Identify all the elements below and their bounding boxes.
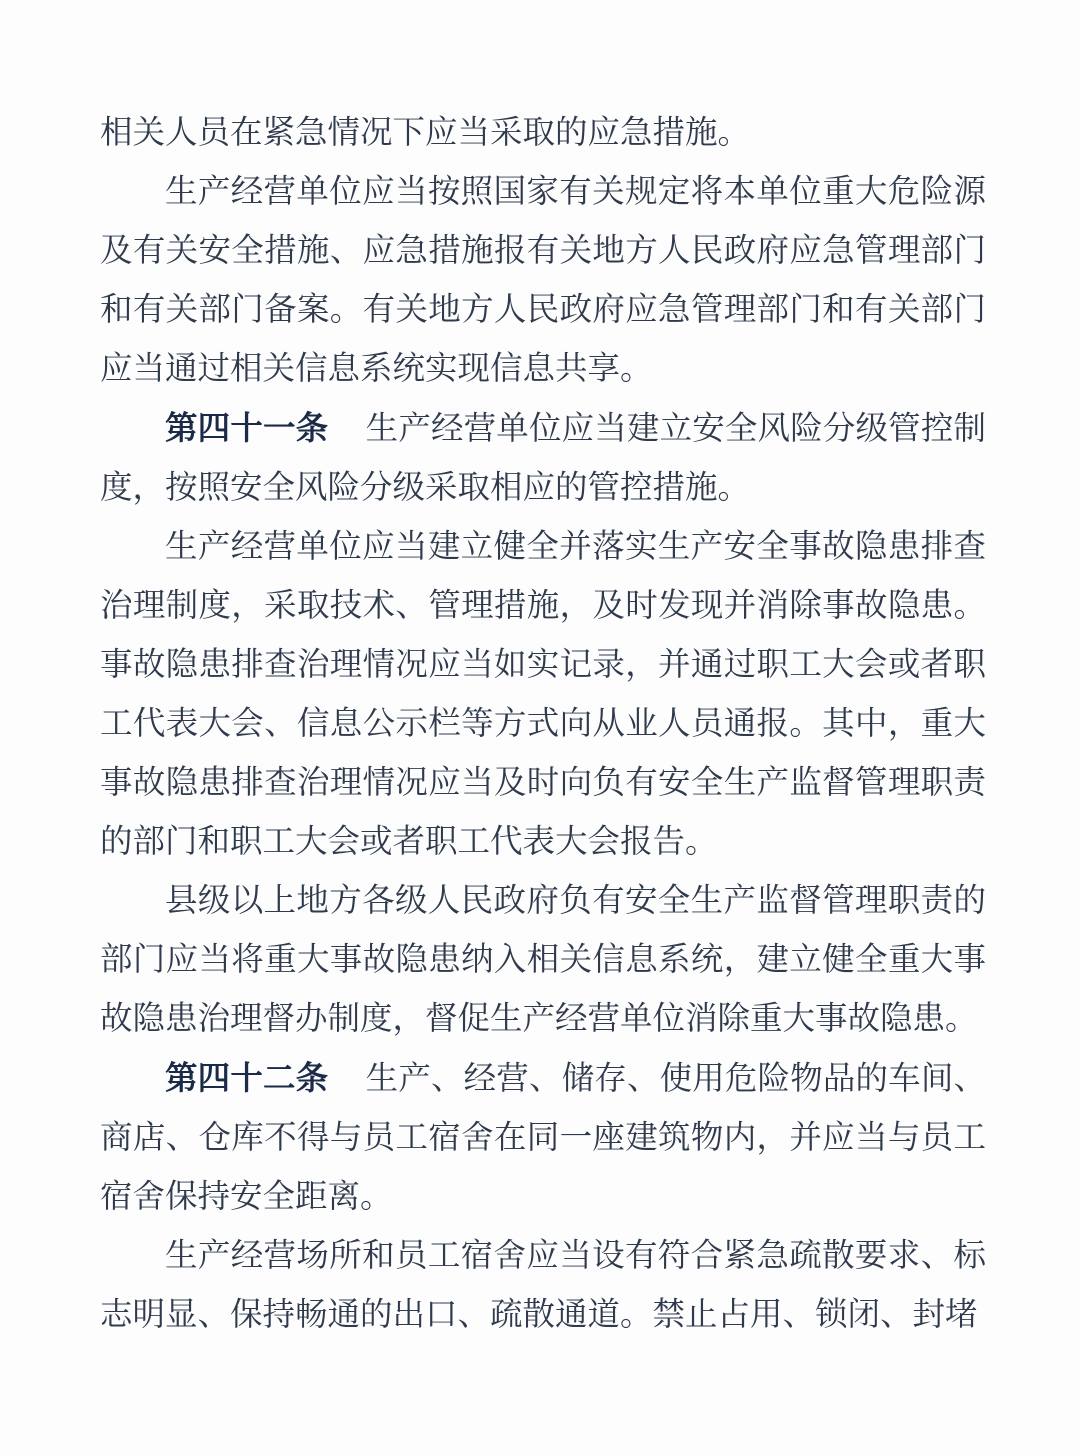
article-paragraph: [100, 1049, 986, 1227]
body-paragraph: 生产经营场所和员工宿舍应当设有符合紧急疏散要求、标志明显、保持畅通的出口、疏散通道。禁止占用、锁闭、封堵: [100, 1238, 986, 1333]
body-paragraph: 生产经营单位应当按照国家有关规定将本单位重大危险源及有关安全措施、应急措施报有关地方人民政府应急管理部门和有关部门备案。有关地方人民政府应急管理部门和有关部门应当通过相关信息系统实现信息共享。: [100, 174, 986, 387]
continuation-paragraph: 相关人员在紧急情况下应当采取的应急措施。: [100, 115, 751, 151]
article-body-text: 生产、经营、储存、使用危险物品的车间、商店、仓库不得与员工宿舍在同一座建筑物内，并应当与员工宿舍保持安全距离。: [100, 1061, 986, 1215]
article-number-label: 第四十一条: [165, 410, 329, 446]
article-body-text: 生产经营单位应当建立安全风险分级管控制度，按照安全风险分级采取相应的管控措施。: [100, 411, 986, 506]
article-paragraph: [100, 399, 986, 518]
body-paragraph: 县级以上地方各级人民政府负有安全生产监督管理职责的部门应当将重大事故隐患纳入相关信息系统，建立健全重大事故隐患治理督办制度，督促生产经营单位消除重大事故隐患。: [100, 883, 986, 1037]
article-number-label: 第四十二条: [165, 1060, 329, 1096]
law-text-block: [100, 104, 986, 1345]
body-paragraph: 生产经营单位应当建立健全并落实生产安全事故隐患排查治理制度，采取技术、管理措施，及时发现并消除事故隐患。事故隐患排查治理情况应当如实记录，并通过职工大会或者职工代表大会、信息公示栏等方式向从业人员通报。其中，重大事故隐患排查治理情况应当及时向负有安全生产监督管理职责的部门和职工大会或者职工代表大会报告。: [100, 529, 986, 860]
